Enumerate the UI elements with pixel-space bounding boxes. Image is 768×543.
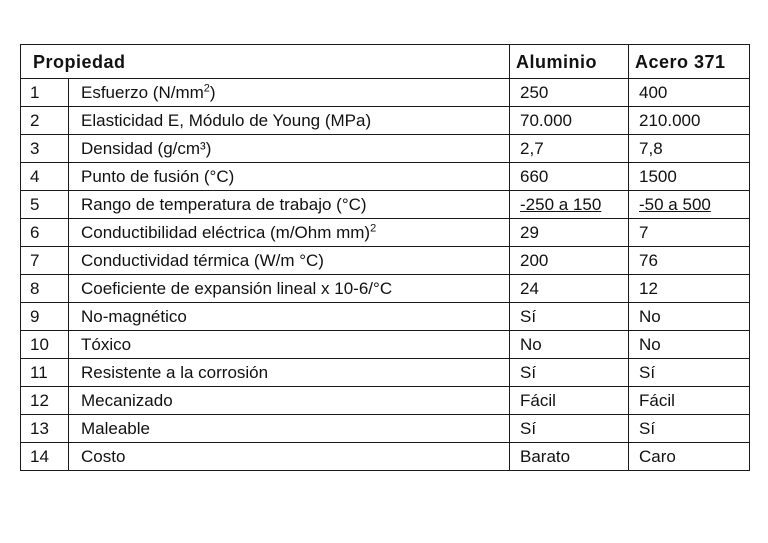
steel-value-text: 12 xyxy=(639,279,658,298)
property-name xyxy=(69,331,510,359)
aluminium-value xyxy=(510,107,629,135)
row-number: 7 xyxy=(21,247,69,275)
table-row xyxy=(21,163,750,191)
steel-value-text: 210.000 xyxy=(639,111,701,130)
property-name xyxy=(69,219,510,247)
aluminium-value xyxy=(510,191,629,219)
property-name-text: No-magnético xyxy=(81,307,187,326)
aluminium-value-text: Barato xyxy=(520,447,571,466)
table-row xyxy=(21,303,750,331)
aluminium-value xyxy=(510,331,629,359)
property-name xyxy=(69,79,510,107)
steel-value-text: Fácil xyxy=(639,391,675,410)
aluminium-value xyxy=(510,135,629,163)
aluminium-value xyxy=(510,247,629,275)
steel-value xyxy=(629,303,750,331)
steel-value-text: 76 xyxy=(639,251,658,270)
property-name-text: Conductibilidad eléctrica (m/Ohm mm) xyxy=(81,223,371,242)
aluminium-value xyxy=(510,79,629,107)
property-name xyxy=(69,443,510,471)
steel-value-text: 7 xyxy=(639,223,649,242)
steel-value xyxy=(629,107,750,135)
property-name-text: Mecanizado xyxy=(81,391,173,410)
steel-value xyxy=(629,443,750,471)
property-name-text: Coeficiente de expansión lineal x 10-6/°C xyxy=(81,279,393,298)
table-row xyxy=(21,331,750,359)
steel-value-text: 1500 xyxy=(639,167,677,186)
row-number: 9 xyxy=(21,303,69,331)
steel-value xyxy=(629,79,750,107)
steel-value-text: 400 xyxy=(639,83,668,102)
table-body xyxy=(21,79,750,471)
aluminium-value-text: 200 xyxy=(520,251,549,270)
property-name xyxy=(69,163,510,191)
steel-value-text: Caro xyxy=(639,447,676,466)
aluminium-value xyxy=(510,163,629,191)
aluminium-value xyxy=(510,415,629,443)
aluminium-value xyxy=(510,219,629,247)
header-aluminium: Aluminio xyxy=(510,45,629,79)
property-name xyxy=(69,191,510,219)
property-name-text: Punto de fusión (°C) xyxy=(81,167,235,186)
steel-value xyxy=(629,191,750,219)
property-name-text: Rango de temperatura de trabajo (°C) xyxy=(81,195,367,214)
aluminium-value-text: 250 xyxy=(520,83,549,102)
aluminium-value-text: Sí xyxy=(520,419,537,438)
aluminium-value-text: 660 xyxy=(520,167,549,186)
steel-value xyxy=(629,247,750,275)
steel-value xyxy=(629,415,750,443)
steel-value-text: No xyxy=(639,335,661,354)
property-name-superscript: 2 xyxy=(370,222,377,235)
steel-value-text: Sí xyxy=(639,419,656,438)
steel-value xyxy=(629,135,750,163)
property-name-superscript: 2 xyxy=(203,82,210,95)
aluminium-value xyxy=(510,443,629,471)
row-number: 3 xyxy=(21,135,69,163)
row-number: 1 xyxy=(21,79,69,107)
steel-value xyxy=(629,359,750,387)
aluminium-value-text: Fácil xyxy=(520,391,556,410)
row-number: 8 xyxy=(21,275,69,303)
row-number: 10 xyxy=(21,331,69,359)
header-steel: Acero 371 xyxy=(629,45,750,79)
steel-value-text: No xyxy=(639,307,661,326)
property-name-text: Conductividad térmica (W/m °C) xyxy=(81,251,324,270)
table-row xyxy=(21,247,750,275)
row-number: 11 xyxy=(21,359,69,387)
steel-value xyxy=(629,163,750,191)
table-row xyxy=(21,359,750,387)
table-row xyxy=(21,107,750,135)
table-row xyxy=(21,387,750,415)
aluminium-value-text: Sí xyxy=(520,307,537,326)
table-row xyxy=(21,135,750,163)
row-number: 12 xyxy=(21,387,69,415)
aluminium-value xyxy=(510,303,629,331)
table-row xyxy=(21,443,750,471)
aluminium-value xyxy=(510,387,629,415)
property-name-text: Costo xyxy=(81,447,126,466)
property-name xyxy=(69,135,510,163)
row-number: 13 xyxy=(21,415,69,443)
property-name-text: Densidad (g/cm³) xyxy=(81,139,212,158)
table-row xyxy=(21,79,750,107)
row-number: 14 xyxy=(21,443,69,471)
aluminium-value-text: 2,7 xyxy=(520,139,544,158)
property-name xyxy=(69,387,510,415)
property-name-text: Tóxico xyxy=(81,335,132,354)
table-row xyxy=(21,219,750,247)
aluminium-value-text: -250 a 150 xyxy=(520,195,602,214)
property-name xyxy=(69,303,510,331)
property-name xyxy=(69,359,510,387)
table-row xyxy=(21,415,750,443)
table-row xyxy=(21,275,750,303)
header-property: Propiedad xyxy=(21,45,510,79)
table-row xyxy=(21,191,750,219)
steel-value xyxy=(629,387,750,415)
steel-value-text: -50 a 500 xyxy=(639,195,711,214)
steel-value xyxy=(629,331,750,359)
aluminium-value-text: 70.000 xyxy=(520,111,573,130)
row-number: 5 xyxy=(21,191,69,219)
property-name xyxy=(69,275,510,303)
property-name-text: Resistente a la corrosión xyxy=(81,363,269,382)
property-name-text: Esfuerzo (N/mm xyxy=(81,83,204,102)
row-number: 2 xyxy=(21,107,69,135)
properties-table xyxy=(20,44,750,471)
steel-value xyxy=(629,219,750,247)
aluminium-value-text: 24 xyxy=(520,279,539,298)
row-number: 6 xyxy=(21,219,69,247)
steel-value-text: 7,8 xyxy=(639,139,663,158)
property-name-suffix: ) xyxy=(209,83,216,102)
aluminium-value xyxy=(510,359,629,387)
aluminium-value-text: Sí xyxy=(520,363,537,382)
property-name xyxy=(69,107,510,135)
header-row xyxy=(21,45,750,79)
property-name xyxy=(69,247,510,275)
aluminium-value-text: No xyxy=(520,335,542,354)
property-name xyxy=(69,415,510,443)
aluminium-value xyxy=(510,275,629,303)
property-name-text: Elasticidad E, Módulo de Young (MPa) xyxy=(81,111,372,130)
property-name-text: Maleable xyxy=(81,419,150,438)
aluminium-value-text: 29 xyxy=(520,223,539,242)
row-number: 4 xyxy=(21,163,69,191)
steel-value xyxy=(629,275,750,303)
steel-value-text: Sí xyxy=(639,363,656,382)
